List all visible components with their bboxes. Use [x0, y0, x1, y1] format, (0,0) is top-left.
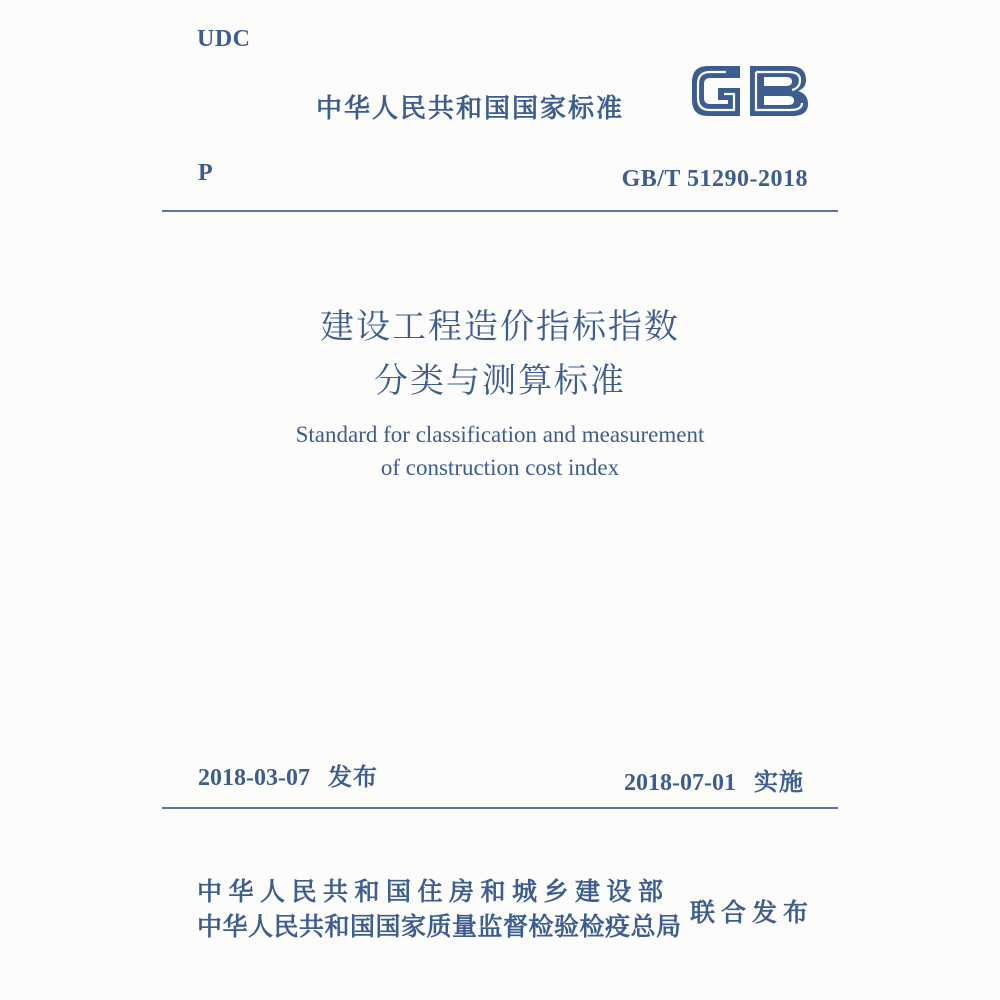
bottom-divider [162, 807, 838, 809]
title-zh-line2: 分类与测算标准 [374, 361, 626, 401]
title-en-line1: Standard for classification and measurement [295, 422, 705, 447]
effective-date-block [624, 762, 804, 797]
issue-date: 2018-03-07 [198, 765, 310, 791]
udc-label: UDC [197, 26, 251, 52]
gb-logo-icon [686, 58, 812, 124]
standard-code: GB/T 51290-2018 [621, 166, 808, 192]
title-zh-line1: 建设工程造价指标指数 [320, 307, 680, 347]
category-label: P [198, 160, 213, 186]
issue-label: 发布 [327, 763, 378, 791]
national-standard-heading: 中华人民共和国国家标准 [316, 94, 625, 124]
title-en-line2: of construction cost index [380, 455, 620, 480]
effective-label: 实施 [754, 768, 804, 796]
top-divider [162, 210, 838, 212]
effective-date: 2018-07-01 [624, 770, 736, 796]
joint-issue-label: 联合发布 [690, 898, 815, 927]
issuer-line1: 中华人民共和国住房和城乡建设部 [197, 877, 670, 906]
issue-date-block [198, 757, 378, 792]
issuer-line2: 中华人民共和国国家质量监督检验检疫总局 [197, 912, 682, 941]
